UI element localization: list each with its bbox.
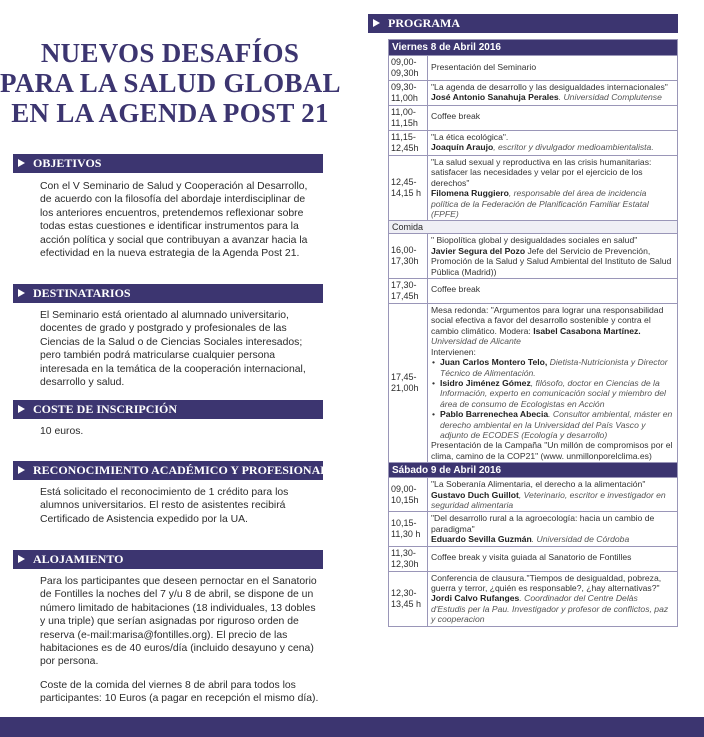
table-row: 11,15-12,45h "La ética ecológica". Joaquín Araujo, escritor y divulgador medioambientalista. bbox=[389, 130, 677, 155]
table-row: 12,30-13,45 h Conferencia de clausura."Tiempos de desigualdad, pobreza, guerra y terror, ¿quién es responsable?, ¿hay alternativas?" Jordi Calvo Rufanges. Coordinador del Centre Delàs d'Estudis per la Pau. Investigador y profesor de conflictos, paz y cooperacion bbox=[389, 571, 677, 626]
table-row: 09,30-11,00h "La agenda de desarrollo y las desigualdades internacionales" José Antonio Sanahuja Perales. Universidad Complutense bbox=[389, 80, 677, 105]
title-line-3: EN LA AGENDA POST 21 bbox=[11, 98, 329, 128]
title-line-1: NUEVOS DESAFÍOS bbox=[40, 38, 300, 68]
triangle-bullet-icon bbox=[18, 405, 25, 413]
day-header-friday: Viernes 8 de Abril 2016 bbox=[389, 40, 677, 55]
table-row: 16,00-17,30h " Biopolítica global y desigualdades sociales en salud" Javier Segura del Pozo Jefe del Servicio de Prevención, Promoción de la Salud y Salud Ambiental del Instituto de Salud Pública (Madrid)) bbox=[389, 233, 677, 278]
alojamiento-heading: ALOJAMIENTO bbox=[13, 550, 323, 569]
table-row: 10,15-11,30 h "Del desarrollo rural a la agroecología: hacia un cambio de paradigma" Eduardo Sevilla Guzmán. Universidad de Córdoba bbox=[389, 511, 677, 545]
main-title bbox=[0, 38, 340, 128]
triangle-bullet-icon bbox=[18, 289, 25, 297]
list-item: • Pablo Barrenechea Abecia. Consultor ambiental, máster en derecho ambiental en la Universidad del País Vasco y adjunto de ECODES (Ecología y desarrollo) bbox=[431, 409, 674, 440]
triangle-bullet-icon bbox=[18, 159, 25, 167]
alojamiento-text bbox=[40, 575, 320, 716]
coste-heading: COSTE DE INSCRIPCIÓN bbox=[13, 400, 323, 419]
table-row: 11,30-12,30h Coffee break y visita guiada al Sanatorio de Fontilles bbox=[389, 546, 677, 571]
table-row: 09,00-09,30h Presentación del Seminario bbox=[389, 55, 677, 80]
reconocimiento-heading: RECONOCIMIENTO ACADÉMICO Y PROFESIONAL bbox=[13, 461, 323, 480]
program-table bbox=[388, 39, 678, 627]
lunch-row: Comida bbox=[389, 220, 677, 233]
table-row: 11,00-11,15h Coffee break bbox=[389, 105, 677, 130]
destinatarios-text: El Seminario está orientado al alumnado universitario, docentes de grado y postgrado y profesionales de las Ciencias de la Salud o de Ciencias Sociales interesados; pero también podrá matricularse cualquier persona interesada en la temática de la cooperación internacional, desarrollo y salud. bbox=[40, 310, 306, 389]
day-header-saturday: Sábado 9 de Abril 2016 bbox=[389, 462, 677, 477]
triangle-bullet-icon bbox=[18, 466, 25, 474]
list-item: • Isidro Jiménez Gómez, filósofo, doctor en Ciencias de la Información, experto en comunicación social y miembro del área de consumo de Ecologistas en Acción bbox=[431, 378, 674, 409]
bottom-band bbox=[0, 717, 704, 737]
destinatarios-heading: DESTINATARIOS bbox=[13, 284, 323, 303]
alojamiento-paragraph-2: Coste de la comida del viernes 8 de abril para todos los participantes: 10 Euros (a pagar en recepción el mismo día). bbox=[40, 679, 319, 705]
programa-heading: PROGRAMA bbox=[368, 14, 678, 33]
table-row: 09,00-10,15h "La Soberanía Alimentaria, el derecho a la alimentación" Gustavo Duch Guillot, Veterinario, escritor e investigador en seguridad alimentaria bbox=[389, 477, 677, 511]
title-line-2: PARA LA SALUD GLOBAL bbox=[0, 68, 341, 98]
alojamiento-paragraph-1: Para los participantes que deseen pernoctar en el Sanatorio de Fontilles la noches del 7 y/u 8 de abril, se dispone de un número limitado de habitaciones (18 individuales, 13 dobles y una triple) que serían asignadas por riguroso orden de reserva (e-mail:marisa@fontilles.org). El precio de las habitaciones es de 40 euros/día (incluido desayuno y cena) por persona. bbox=[40, 576, 317, 668]
objetivos-text: Con el V Seminario de Salud y Cooperación al Desarrollo, de acuerdo con la filosofía del abordaje interdisciplinar de los anteriores encuentros, pretendemos reflexionar sobre todas estas cuestiones e identificar instrumentos para la acción política y social que contribuyan a avanzar hacia la efectividad en la nueva estrategia de la Agenda Post 21. bbox=[40, 181, 308, 260]
objetivos-heading: OBJETIVOS bbox=[13, 154, 323, 173]
table-row: 17,30-17,45h Coffee break bbox=[389, 278, 677, 303]
reconocimiento-text: Está solicitado el reconocimiento de 1 crédito para los alumnos universitarios. El resto de asistentes recibirá Certificado de Asistencia expedido por la UA. bbox=[40, 487, 289, 525]
coste-text: 10 euros. bbox=[40, 426, 84, 437]
table-row: 12,45-14,15 h "La salud sexual y reproductiva en las crisis humanitarias: satisfacer las necesidades y velar por el ejercicio de los derechos" Filomena Ruggiero, responsable del área de incidencia política de la Federación de Planificación Familiar Estatal (FPFE) bbox=[389, 155, 677, 220]
triangle-bullet-icon bbox=[18, 555, 25, 563]
table-row: 17,45-21,00h Mesa redonda: "Argumentos para lograr una responsabilidad social efectiva a favor del desarrollo sostenible y contra el cambio climático. Modera: Isabel Casabona Martínez. Universidad de Alicante Intervienen: • Juan Carlos Montero Telo, Dietista-Nutricionista y Director Técnico de Alimentación. • Isidro Jiménez Gómez, filósofo, doctor en Ciencias de la Información, experto en comunicación social y miembro del área de consumo de Ecologistas en Acción • Pablo Barrenechea Abecia. Consultor ambiental, máster en derecho ambiental en la Universidad del País Vasco y adjunto de ECODES (Ecología y desarrollo) Presentación de la Campaña "Un millón de compromisos por el clima, camino de la COP21" (www. unmillonporelclima.es) bbox=[389, 303, 677, 462]
list-item: • Juan Carlos Montero Telo, Dietista-Nutricionista y Director Técnico de Alimentación. bbox=[431, 357, 674, 378]
triangle-bullet-icon bbox=[373, 19, 380, 27]
